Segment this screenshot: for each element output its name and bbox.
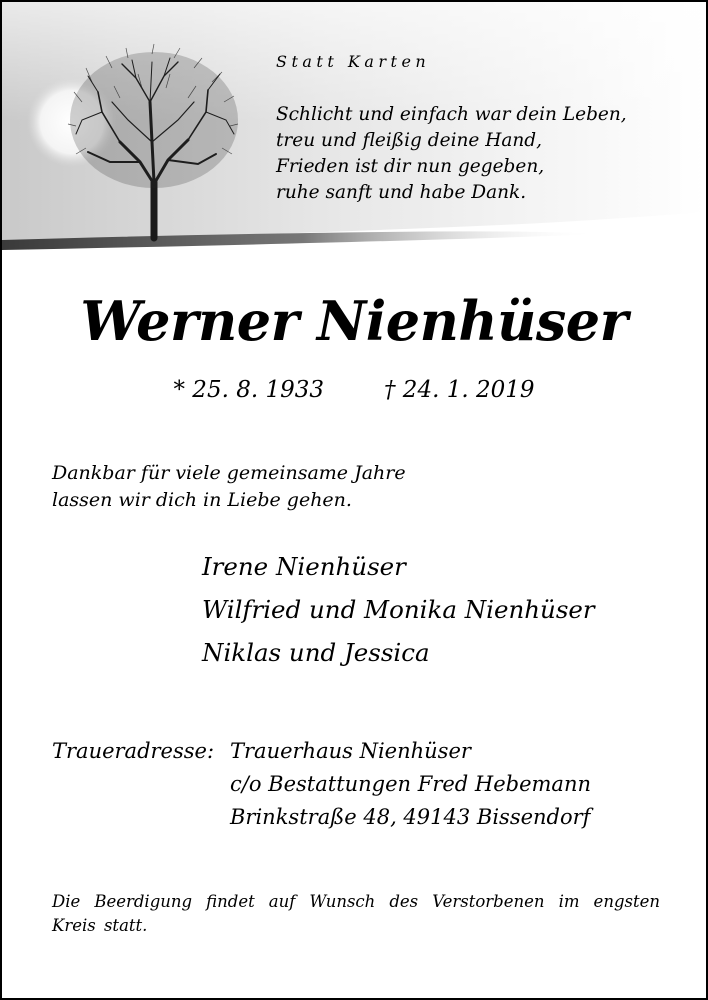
address-line: Brinkstraße 48, 49143 Bissendorf	[230, 805, 591, 829]
poem-line: treu und fleißig deine Hand,	[276, 130, 543, 151]
tree-crown	[70, 52, 238, 188]
deceased-name: Werner Nienhüser	[80, 289, 628, 353]
funeral-note: Die Beerdigung findet auf Wunsch des Verstorbenen im engsten Kreis statt.	[52, 892, 660, 935]
statt-karten-label: Statt Karten	[276, 52, 431, 71]
address-line: c/o Bestattungen Fred Hebemann	[230, 772, 591, 796]
poem-line: Schlicht und einfach war dein Leben,	[276, 104, 627, 125]
mourning-address	[52, 735, 591, 834]
death-date: † 24. 1. 2019	[384, 377, 535, 403]
thanks-text	[52, 460, 406, 514]
address-line: Trauerhaus Nienhüser	[230, 739, 471, 763]
memorial-poem	[276, 102, 627, 206]
poem-line: Frieden ist dir nun gegeben,	[276, 156, 545, 177]
thanks-line: lassen wir dich in Liebe gehen.	[52, 489, 352, 511]
poem-line: ruhe sanft und habe Dank.	[276, 182, 527, 203]
life-dates	[2, 377, 706, 403]
address-label: Traueradresse:	[52, 739, 215, 763]
thanks-line: Dankbar für viele gemeinsame Jahre	[52, 462, 406, 484]
family-list	[202, 545, 595, 674]
birth-date: * 25. 8. 1933	[173, 377, 324, 403]
family-member: Irene Nienhüser	[202, 552, 406, 581]
family-member: Wilfried und Monika Nienhüser	[202, 595, 595, 624]
family-member: Niklas und Jessica	[202, 638, 430, 667]
